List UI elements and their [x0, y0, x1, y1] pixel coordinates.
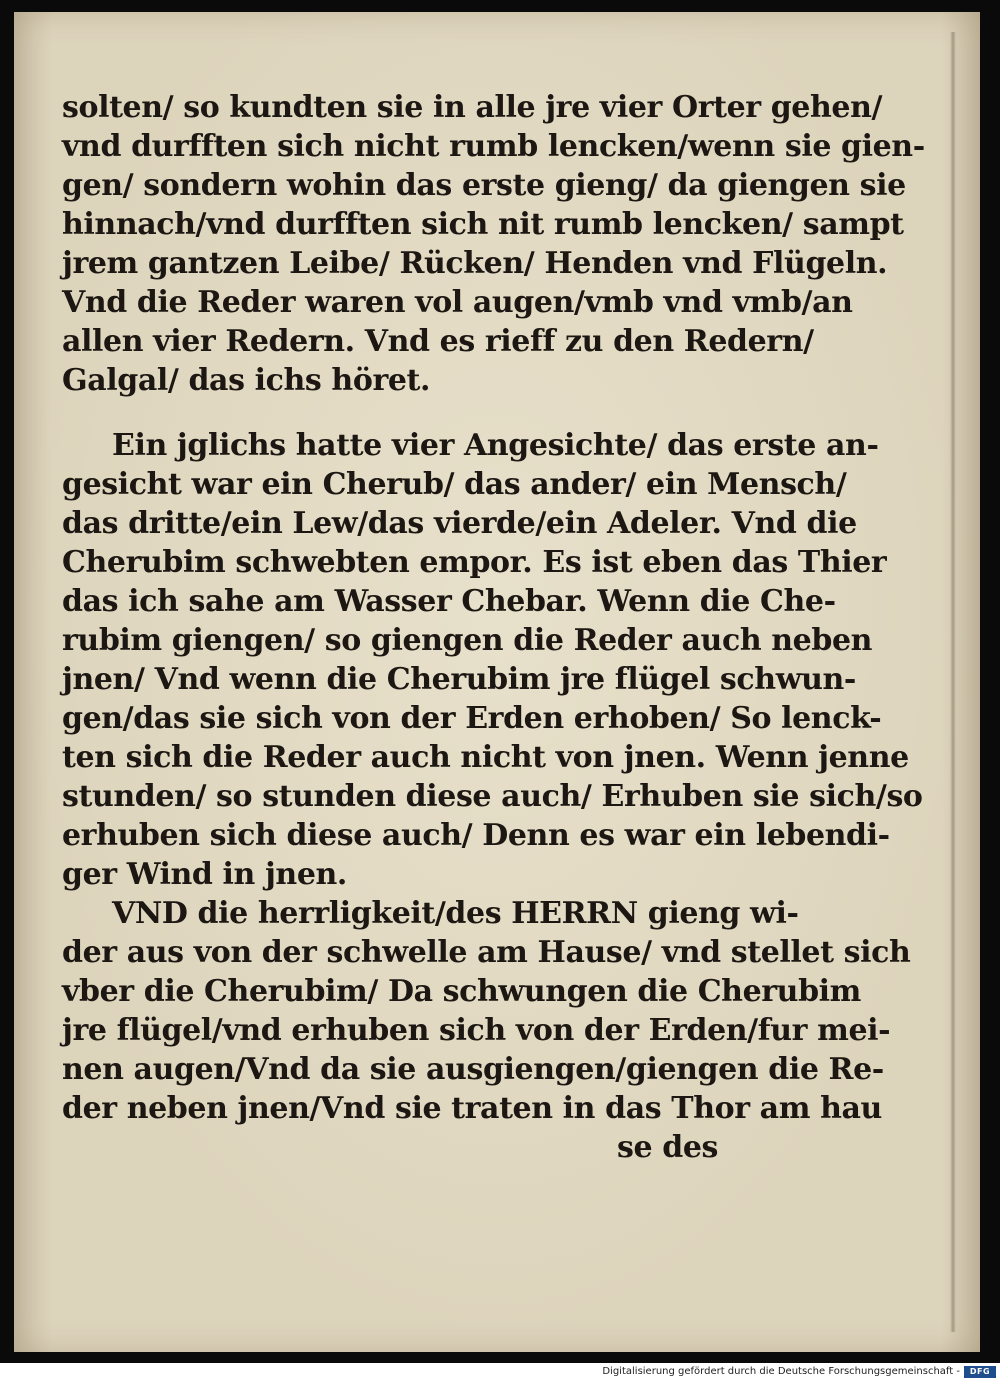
text-line: das dritte/ein Lew/das vierde/ein Adeler. Vnd die [62, 506, 857, 541]
text-line: VND die herrligkeit/des HERRN gieng wi- [112, 896, 799, 931]
text-line: jnen/ Vnd wenn die Cherubim jre flügel schwun- [62, 662, 856, 697]
text-line: solten/ so kundten sie in alle jre vier Orter gehen/ [62, 90, 883, 125]
text-line: ten sich die Reder auch nicht von jnen. Wenn jenne [62, 740, 909, 775]
paragraph-3 [62, 894, 911, 1128]
text-line: nen augen/Vnd da sie ausgiengen/giengen die Re- [62, 1052, 884, 1087]
text-line: vnd durfften sich nicht rumb lencken/wenn sie gien- [62, 129, 925, 164]
text-line: Vnd die Reder waren vol augen/vmb vnd vmb/an [62, 285, 853, 320]
text-line: allen vier Redern. Vnd es rieff zu den Redern/ [62, 324, 814, 359]
text-line: das ich sahe am Wasser Chebar. Wenn die Che- [62, 584, 836, 619]
text-line: der aus von der schwelle am Hause/ vnd stellet sich [62, 935, 911, 970]
text-line: Cherubim schwebten empor. Es ist eben das Thier [62, 545, 887, 580]
footer-bar [0, 1363, 1000, 1381]
paragraph-1 [62, 88, 925, 400]
text-line: gen/ sondern wohin das erste gieng/ da giengen sie [62, 168, 906, 203]
text-line: Galgal/ das ichs höret. [62, 363, 431, 398]
catchword: se des [617, 1130, 718, 1165]
text-line: hinnach/vnd durfften sich nit rumb lencken/ sampt [62, 207, 904, 242]
page-text [62, 88, 925, 1167]
text-line: rubim giengen/ so giengen die Reder auch neben [62, 623, 873, 658]
page-fold-shadow [950, 32, 956, 1332]
text-line: erhuben sich diese auch/ Denn es war ein lebendi- [62, 818, 890, 853]
text-line: jre flügel/vnd erhuben sich von der Erden/fur mei- [62, 1013, 891, 1048]
text-line: der neben jnen/Vnd sie traten in das Thor am hau [62, 1091, 882, 1126]
text-line: Ein jglichs hatte vier Angesichte/ das erste an- [112, 428, 879, 463]
text-line: gesicht war ein Cherub/ das ander/ ein Mensch/ [62, 467, 847, 502]
paragraph-gap [62, 400, 722, 426]
dfg-logo-icon: DFG [964, 1366, 996, 1378]
text-line: ger Wind in jnen. [62, 857, 347, 892]
text-line: jrem gantzen Leibe/ Rücken/ Henden vnd Flügeln. [62, 246, 888, 281]
funding-credit: Digitalisierung gefördert durch die Deutsche Forschungsgemeinschaft - [602, 1366, 960, 1377]
text-line: vber die Cherubim/ Da schwungen die Cherubim [62, 974, 862, 1009]
text-line: stunden/ so stunden diese auch/ Erhuben sie sich/so [62, 779, 923, 814]
paragraph-2 [62, 426, 923, 894]
text-line: gen/das sie sich von der Erden erhoben/ So lenck- [62, 701, 882, 736]
